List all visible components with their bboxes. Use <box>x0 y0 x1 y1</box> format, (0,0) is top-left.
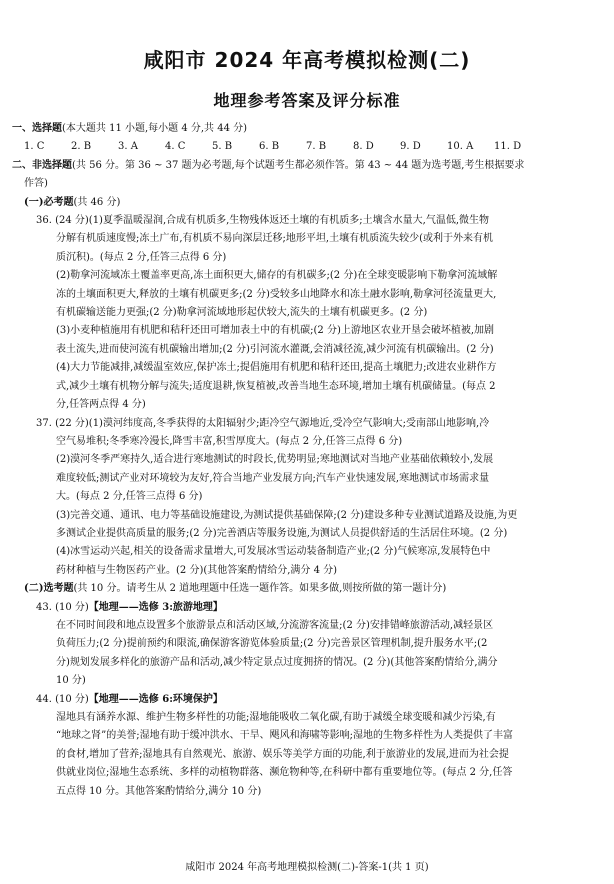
answer-item: 5. B <box>212 141 233 153</box>
section-desc: (共 56 分。第 36 ~ 37 题为必考题,每个试题考生都必须作答。第 43 ~ 44 题为选考题,考生根据要求 <box>72 159 525 171</box>
subsection-desc: (共 10 分。请考生从 2 道地理题中任选一题作答。如果多做,则按所做的第一题计分) <box>73 583 447 595</box>
answer-item: 1. C <box>24 141 45 153</box>
question-44 <box>12 691 604 801</box>
q37-line: 药材种植与生物医药产业。(2 分)(其他答案酌情给分,满分 4 分) <box>56 564 338 576</box>
answer-item: 11. D <box>494 141 522 153</box>
q36-line: (2)勒拿河流域冻土覆盖率更高,冻土面积更大,储存的有机碳多;(2 分)在全球变暖影响下勒拿河流域解 <box>56 270 498 282</box>
answer-item: 7. B <box>306 141 327 153</box>
q44-number: 44. (10 分) <box>36 693 89 705</box>
optional-heading <box>12 580 604 598</box>
q36-line: (4)大力节能减排,减缓温室效应,保护冻土;提倡施用有机肥和秸秆还田,提高土壤肥力;改进农业耕作方 <box>56 362 497 374</box>
q36-line: 分解有机质速度慢;冻土广布,有机质不易向深层迁移;地形平坦,土壤有机质流失较少(或利于外来有机 <box>56 233 493 245</box>
answer-item: 3. A <box>118 141 138 153</box>
q37-line: 大。(每点 2 分,任答三点得 6 分) <box>56 491 203 503</box>
subsection-desc: (共 46 分) <box>73 196 121 208</box>
subsection-heading-label: (二)选考题 <box>24 583 74 595</box>
q37-line: 空气易堆积;冬季寒冷漫长,降雪丰富,积雪厚度大。(每点 2 分,任答三点得 6 分) <box>56 435 403 447</box>
page-subtitle: 地理参考答案及评分标准 <box>213 91 401 110</box>
section-desc-cont: 作答) <box>24 178 48 190</box>
q37-line: 难度较低;测试产业对环境较为友好,符合当地产业发展方向;汽车产业快速发展,寒地测试市场需求量 <box>56 472 490 484</box>
q43-line: 负荷压力;(2 分)提前预约和限流,确保游客游览体验质量;(2 分)完善景区管理机制,提升服务水平;(2 <box>56 638 488 650</box>
q36-line: 36. (24 分)(1)夏季温暖湿润,合成有机质多,生物残体返还土壤的有机质多;土壤含水量大,气温低,微生物 <box>36 215 490 227</box>
q44-line: 湿地具有涵养水源、维护生物多样性的功能;湿地能吸收二氧化碳,有助于减缓全球变暖和减少污染,有 <box>56 712 496 723</box>
q36-line: 式,减少土壤有机物分解与流失;适度退耕,恢复植被,改善当地生态环境,增加土壤有机碳储量。(每点 2 <box>56 380 496 392</box>
q36-line: 表土流失,进而使河流有机碳输出增加;(2 分)引河流水灌溉,会消减径流,减少河流有机碳输出。(2 分) <box>56 343 494 355</box>
answer-item: 10. A <box>447 141 474 153</box>
answer-item: 4. C <box>165 141 186 153</box>
q37-line: 37. (22 分)(1)漠河纬度高,冬季获得的太阳辐射少;距冷空气源地近,受冷空气影响大;受南部山地影响,冷 <box>36 417 490 429</box>
q44-line: 五点得 10 分。其他答案酌情给分,满分 10 分) <box>56 785 262 797</box>
q37-line: (4)冰雪运动兴起,相关的设备需求量增大,可发展冰雪运动装备制造产业;(2 分)气候寒凉,发展特色中 <box>56 546 491 558</box>
question-43 <box>12 599 604 691</box>
q43-line: 10 分) <box>56 675 86 687</box>
q36-line: 分,任答两点得 4 分) <box>56 399 146 411</box>
q36-line: 有机碳输送能力更强;(2 分)勒拿河流域地形起伏较大,流失的土壤有机碳更多。(2 分) <box>56 307 428 319</box>
question-36 <box>12 212 604 414</box>
section-heading-label: 二、非选择题 <box>12 159 72 171</box>
q43-number: 43. (10 分) <box>36 601 89 613</box>
q44-line: 的食材,增加了营养;湿地具有自然观光、旅游、娱乐等美学方面的功能,利于旅游业的发展,进而为社会提 <box>56 748 509 760</box>
page-title: 咸阳市 2024 年高考模拟检测(二) <box>143 48 471 72</box>
q44-line: “地球之肾”的美誉;湿地有助于缓冲洪水、干旱、飓风和海啸等影响;湿地的生物多样性为人类提供了丰富 <box>56 730 513 742</box>
section-heading-label: 一、选择题 <box>12 123 62 134</box>
q37-line: (3)完善交通、通讯、电力等基础设施建设,为测试提供基础保障;(2 分)建设多种专业测试道路及设施,为更 <box>56 509 518 521</box>
q36-line: 质沉积)。(每点 2 分,任答三点得 6 分) <box>56 251 227 263</box>
page-footer: 咸阳市 2024 年高考地理模拟检测(二)-答案-1(共 1 页) <box>185 862 429 873</box>
q36-line: (3)小麦种植施用有机肥和秸秆还田可增加表土中的有机碳;(2 分)上游地区农业开垦会破坏植被,加剧 <box>56 325 495 337</box>
q44-head <box>12 691 604 709</box>
required-heading <box>12 194 604 212</box>
q43-head <box>12 599 604 617</box>
q37-line: (2)漠河冬季严寒持久,适合进行寒地测试的时段长,优势明显;寒地测试对当地产业基础依赖较小,发展 <box>56 454 494 466</box>
subsection-heading-label: (一)必考题 <box>24 196 74 208</box>
q37-line: 多测试企业提供高质量的服务;(2 分)完善酒店等服务设施,为测试人员提供舒适的生活居住环境。(2 分) <box>56 527 508 539</box>
section-desc: (本大题共 11 小题,每小题 4 分,共 44 分) <box>62 123 248 134</box>
q44-line: 供就业岗位;湿地生态系统、多样的动植物群落、濒危物种等,在科研中都有重要地位等。(每点 2 分,任答 <box>56 767 513 779</box>
q43-line: 分)规划发展多样化的旅游产品和活动,减少特定景点过度拥挤的情况。(2 分)(其他答案酌情给分,满分 <box>56 656 498 668</box>
answer-content <box>12 120 604 801</box>
section-nonchoice-heading <box>12 157 604 175</box>
choice-answers <box>12 138 604 156</box>
q44-tag: 【地理——选修 6:环境保护】 <box>88 693 223 705</box>
answer-item: 6. B <box>259 141 280 153</box>
q43-line: 在不同时间段和地点设置多个旅游景点和活动区域,分流游客流量;(2 分)安排错峰旅游活动,减轻景区 <box>56 619 494 631</box>
section-choice-heading <box>12 120 604 138</box>
answer-item: 8. D <box>353 141 374 153</box>
q36-line: 冻的土壤面积更大,释放的土壤有机碳更多;(2 分)受较多山地降水和冻土融水影响,勒拿河径流量更大, <box>56 288 497 300</box>
answer-item: 9. D <box>400 141 421 153</box>
q43-tag: 【地理——选修 3:旅游地理】 <box>88 601 223 613</box>
question-37 <box>12 415 604 581</box>
answer-item: 2. B <box>71 141 92 153</box>
